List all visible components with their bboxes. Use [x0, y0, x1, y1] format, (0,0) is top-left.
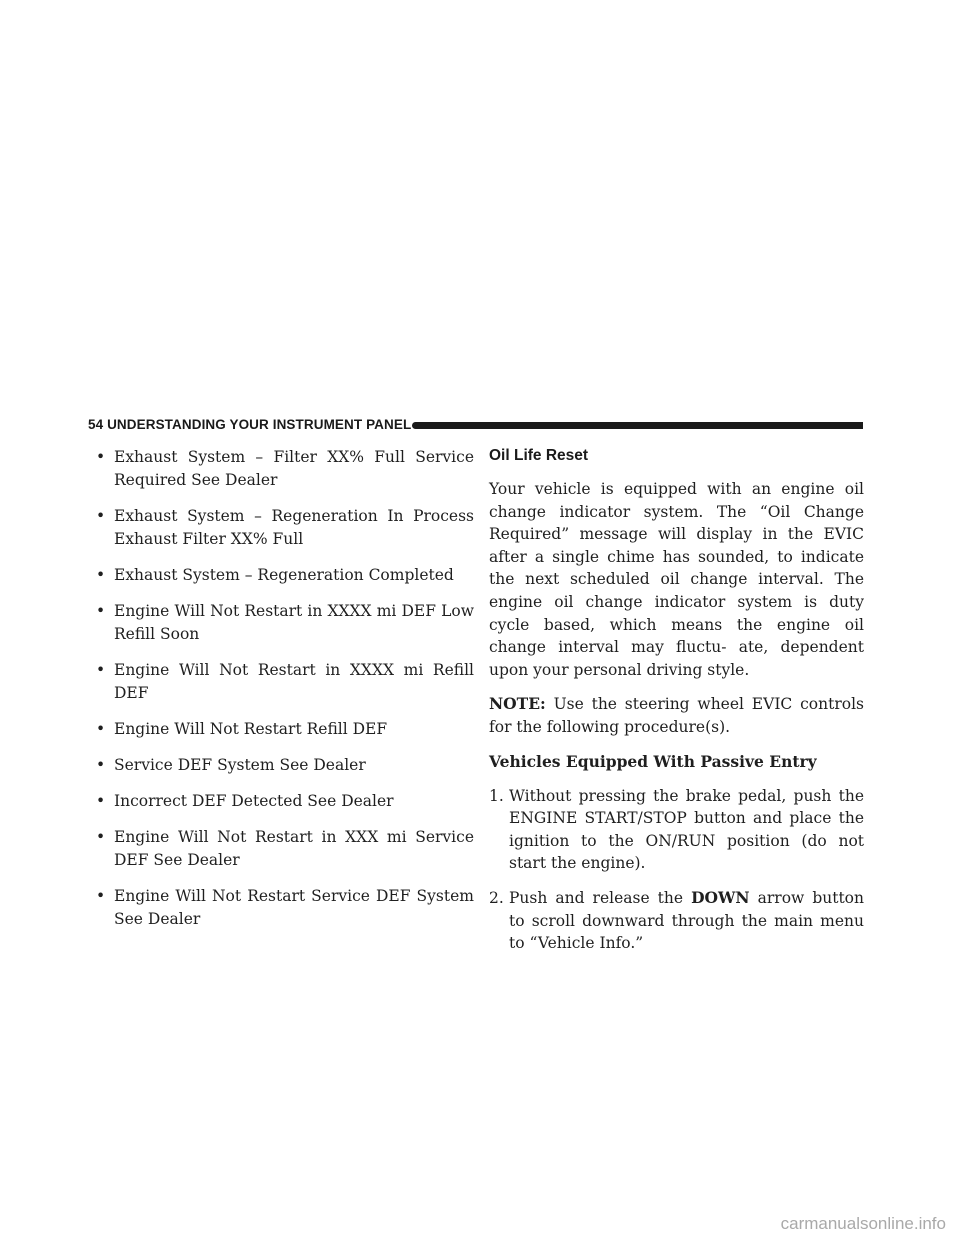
list-item: • Service DEF System See Dealer	[96, 754, 474, 777]
step-bold-term: DOWN	[691, 887, 750, 907]
list-item: • Exhaust System – Regeneration Completed	[96, 564, 474, 587]
header-rule	[412, 422, 863, 429]
bullet-icon: •	[96, 566, 106, 584]
bullet-icon: •	[96, 828, 106, 846]
step-text: Without pressing the brake pedal, push the ENGINE START/STOP button and place the ignition to the ON/RUN position (do not start the engine).	[509, 786, 864, 873]
list-item: • Engine Will Not Restart Refill DEF	[96, 718, 474, 741]
bullet-icon: •	[96, 720, 106, 738]
bullet-icon: •	[96, 661, 106, 679]
list-item: • Engine Will Not Restart in XXX mi Service DEF See Dealer	[96, 828, 474, 869]
bullet-icon: •	[96, 448, 106, 466]
intro-paragraph: Your vehicle is equipped with an engine oil change indicator system. The “Oil Change Required” message will display in the EVIC after a single chime has sounded, to indicate the next scheduled oil change interval. The engine oil change indicator system is duty cycle based, which means the engine oil change interval may fluctu- ate, dependent upon your personal driving style.	[489, 480, 864, 679]
list-item: • Exhaust System – Filter XX% Full Service Required See Dealer	[96, 448, 474, 489]
step-text-before: Push and release the	[509, 888, 692, 907]
step-item	[489, 887, 864, 955]
step-text-after: arrow button to scroll downward through the main menu to “Vehicle Info.”	[509, 888, 864, 953]
bullet-icon: •	[96, 602, 106, 620]
note-label: NOTE:	[489, 694, 546, 714]
step-item	[489, 785, 864, 875]
watermark-text: carmanualsonline.info	[780, 1214, 946, 1233]
step-number: 2.	[489, 888, 504, 907]
note-paragraph	[489, 693, 864, 738]
subheading: Vehicles Equipped With Passive Entry	[489, 751, 817, 771]
list-item: • Incorrect DEF Detected See Dealer	[96, 790, 474, 813]
bullet-icon: •	[96, 792, 106, 810]
procedure-steps	[489, 785, 864, 955]
left-column	[96, 446, 474, 944]
page-header-label: 54 UNDERSTANDING YOUR INSTRUMENT PANEL	[88, 417, 412, 432]
note-text: Use the steering wheel EVIC controls for the following procedure(s).	[489, 695, 864, 736]
section-title: Oil Life Reset	[489, 447, 589, 464]
bullet-icon: •	[96, 887, 106, 905]
list-item: • Engine Will Not Restart in XXXX mi Refill DEF	[96, 661, 474, 702]
right-column	[489, 446, 864, 967]
list-item: • Engine Will Not Restart Service DEF System See Dealer	[96, 887, 474, 928]
list-item: • Engine Will Not Restart in XXXX mi DEF Low Refill Soon	[96, 602, 474, 643]
page-header	[88, 415, 863, 437]
list-item: • Exhaust System – Regeneration In Process Exhaust Filter XX% Full	[96, 507, 474, 548]
step-number: 1.	[489, 786, 504, 805]
warning-message-list	[96, 446, 474, 931]
bullet-icon: •	[96, 507, 106, 525]
bullet-icon: •	[96, 756, 106, 774]
